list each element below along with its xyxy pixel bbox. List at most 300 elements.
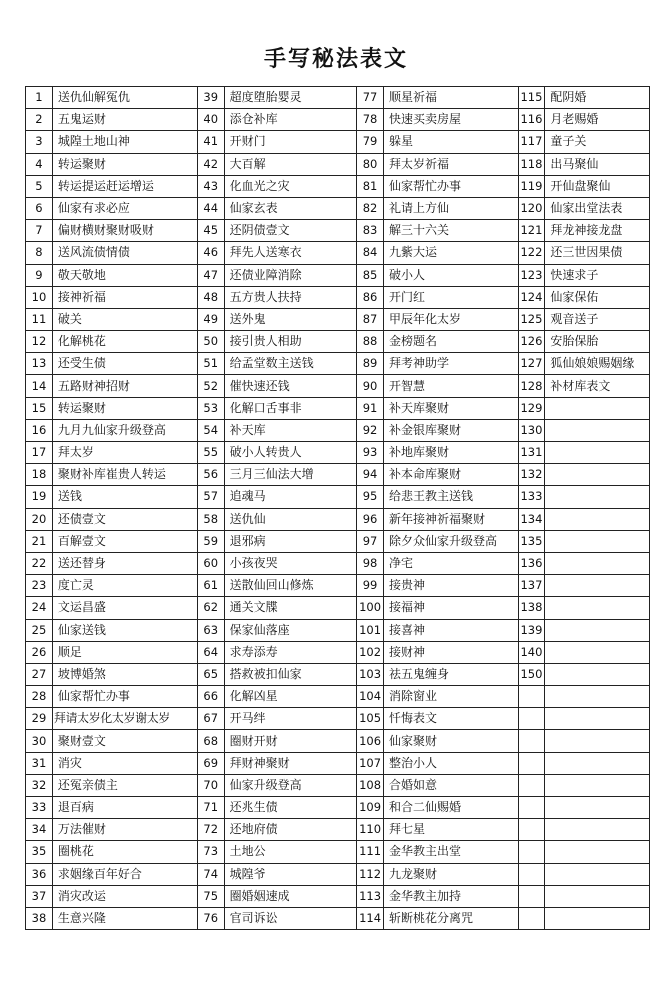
- item-title: 转运聚财: [52, 397, 197, 419]
- item-number: 103: [357, 663, 384, 685]
- item-number: 64: [197, 641, 224, 663]
- item-title: 观音送子: [545, 308, 650, 330]
- item-title: [545, 530, 650, 552]
- table-row: [26, 797, 650, 819]
- item-title: 安胎保胎: [545, 331, 650, 353]
- item-number: 104: [357, 686, 384, 708]
- item-title: 万法催财: [52, 819, 197, 841]
- item-title: 聚财壹文: [52, 730, 197, 752]
- item-number: 53: [197, 397, 224, 419]
- item-title: 接神祈福: [52, 286, 197, 308]
- item-number: 100: [357, 597, 384, 619]
- item-number: 41: [197, 131, 224, 153]
- item-title: 快速求子: [545, 264, 650, 286]
- item-number: 59: [197, 530, 224, 552]
- item-title: 开财门: [224, 131, 356, 153]
- item-title: 化解凶星: [224, 686, 356, 708]
- item-number: 2: [26, 109, 53, 131]
- table-row: [26, 242, 650, 264]
- item-title: 搭救被扣仙家: [224, 663, 356, 685]
- item-title: 仙家升级登高: [224, 774, 356, 796]
- item-number: 113: [357, 885, 384, 907]
- item-title: 化血光之灾: [224, 175, 356, 197]
- item-title: [545, 575, 650, 597]
- item-title: 九紫大运: [384, 242, 519, 264]
- item-number: 13: [26, 353, 53, 375]
- item-number: 18: [26, 464, 53, 486]
- item-title: 小孩夜哭: [224, 552, 356, 574]
- item-title: 送散仙回山修炼: [224, 575, 356, 597]
- item-number: 40: [197, 109, 224, 131]
- item-title: [545, 419, 650, 441]
- table-row: [26, 686, 650, 708]
- item-title: [545, 907, 650, 929]
- item-number: 120: [518, 197, 545, 219]
- table-row: [26, 486, 650, 508]
- item-title: [545, 885, 650, 907]
- item-number: 4: [26, 153, 53, 175]
- item-number: 139: [518, 619, 545, 641]
- item-title: 忏悔表文: [384, 708, 519, 730]
- item-number: 70: [197, 774, 224, 796]
- item-number: 73: [197, 841, 224, 863]
- item-number: 48: [197, 286, 224, 308]
- item-number: 137: [518, 575, 545, 597]
- table-row: [26, 175, 650, 197]
- item-number: 65: [197, 663, 224, 685]
- item-number: 32: [26, 774, 53, 796]
- item-number: 112: [357, 863, 384, 885]
- item-title: 补金银库聚财: [384, 419, 519, 441]
- item-title: 祛五鬼缠身: [384, 663, 519, 685]
- item-number: 124: [518, 286, 545, 308]
- item-number: 24: [26, 597, 53, 619]
- item-number: 97: [357, 530, 384, 552]
- table-row: [26, 885, 650, 907]
- item-number: 50: [197, 331, 224, 353]
- item-title: 圈桃花: [52, 841, 197, 863]
- table-row: [26, 131, 650, 153]
- item-title: 整治小人: [384, 752, 519, 774]
- item-number: 108: [357, 774, 384, 796]
- item-title: [545, 552, 650, 574]
- table-row: [26, 730, 650, 752]
- table-body: [26, 87, 650, 930]
- item-title: 新年接神祈福聚财: [384, 508, 519, 530]
- item-number: 126: [518, 331, 545, 353]
- item-number: 16: [26, 419, 53, 441]
- item-title: 三月三仙法大增: [224, 464, 356, 486]
- item-title: 给悲王教主送钱: [384, 486, 519, 508]
- table-row: [26, 264, 650, 286]
- table-row: [26, 597, 650, 619]
- item-number: 129: [518, 397, 545, 419]
- item-number: 46: [197, 242, 224, 264]
- item-number: 36: [26, 863, 53, 885]
- item-title: 生意兴隆: [52, 907, 197, 929]
- table-row: [26, 708, 650, 730]
- item-title: 九月九仙家升级登高: [52, 419, 197, 441]
- item-number: 77: [357, 87, 384, 109]
- item-title: 仙家有求必应: [52, 197, 197, 219]
- item-title: 圈婚姻速成: [224, 885, 356, 907]
- item-title: 百解壹文: [52, 530, 197, 552]
- item-title: 坡博婚煞: [52, 663, 197, 685]
- item-title: [545, 619, 650, 641]
- item-number: 140: [518, 641, 545, 663]
- item-title: 转运聚财: [52, 153, 197, 175]
- item-title: 合婚如意: [384, 774, 519, 796]
- item-title: 送钱: [52, 486, 197, 508]
- item-title: [545, 819, 650, 841]
- item-title: 破关: [52, 308, 197, 330]
- table-row: [26, 464, 650, 486]
- item-number: 31: [26, 752, 53, 774]
- item-title: 开智慧: [384, 375, 519, 397]
- page-title: 手写秘法表文: [263, 46, 408, 72]
- item-number: 102: [357, 641, 384, 663]
- item-number: 28: [26, 686, 53, 708]
- item-number: [518, 863, 545, 885]
- item-number: [518, 841, 545, 863]
- item-title: 偏财横财聚财吸财: [52, 220, 197, 242]
- item-number: 111: [357, 841, 384, 863]
- item-number: 8: [26, 242, 53, 264]
- item-title: 仙家帮忙办事: [384, 175, 519, 197]
- item-number: 60: [197, 552, 224, 574]
- item-number: 74: [197, 863, 224, 885]
- item-number: 84: [357, 242, 384, 264]
- item-title: 通关文牒: [224, 597, 356, 619]
- item-number: 27: [26, 663, 53, 685]
- item-number: 119: [518, 175, 545, 197]
- item-number: 11: [26, 308, 53, 330]
- item-number: [518, 907, 545, 929]
- item-number: 35: [26, 841, 53, 863]
- item-title: 甲辰年化太岁: [384, 308, 519, 330]
- item-number: 110: [357, 819, 384, 841]
- table-row: [26, 552, 650, 574]
- item-title: 仙家保佑: [545, 286, 650, 308]
- table-row: [26, 774, 650, 796]
- item-number: 1: [26, 87, 53, 109]
- table-row: [26, 353, 650, 375]
- item-number: 22: [26, 552, 53, 574]
- table-row: [26, 863, 650, 885]
- item-title: 拜龙神接龙盘: [545, 220, 650, 242]
- item-title: 送仇仙: [224, 508, 356, 530]
- item-title: [545, 708, 650, 730]
- item-number: 3: [26, 131, 53, 153]
- item-title: 拜太岁: [52, 442, 197, 464]
- item-title: 仙家出堂法表: [545, 197, 650, 219]
- item-title: 城隍爷: [224, 863, 356, 885]
- table-row: [26, 153, 650, 175]
- item-title: [545, 863, 650, 885]
- item-number: 47: [197, 264, 224, 286]
- item-title: 消灾: [52, 752, 197, 774]
- item-title: 五方贵人扶持: [224, 286, 356, 308]
- item-number: 150: [518, 663, 545, 685]
- item-title: 开仙盘聚仙: [545, 175, 650, 197]
- item-number: 61: [197, 575, 224, 597]
- table-row: [26, 308, 650, 330]
- item-number: 68: [197, 730, 224, 752]
- item-title: 送还替身: [52, 552, 197, 574]
- item-number: 42: [197, 153, 224, 175]
- item-title: 接贵神: [384, 575, 519, 597]
- item-title: 送仇仙解冤仇: [52, 87, 197, 109]
- item-number: 85: [357, 264, 384, 286]
- item-number: 25: [26, 619, 53, 641]
- item-title: 五路财神招财: [52, 375, 197, 397]
- item-number: 117: [518, 131, 545, 153]
- item-title: 消除窗业: [384, 686, 519, 708]
- item-title: 接引贵人相助: [224, 331, 356, 353]
- item-title: [545, 663, 650, 685]
- item-number: 133: [518, 486, 545, 508]
- table-row: [26, 109, 650, 131]
- item-title: 聚财补库崔贵人转运: [52, 464, 197, 486]
- item-number: 17: [26, 442, 53, 464]
- item-number: 43: [197, 175, 224, 197]
- item-number: 91: [357, 397, 384, 419]
- table-row: [26, 419, 650, 441]
- item-number: 105: [357, 708, 384, 730]
- item-title: 顺星祈福: [384, 87, 519, 109]
- table-row: [26, 375, 650, 397]
- item-number: 38: [26, 907, 53, 929]
- item-title: 躲星: [384, 131, 519, 153]
- item-number: 87: [357, 308, 384, 330]
- item-number: [518, 819, 545, 841]
- item-title: 给孟堂数主送钱: [224, 353, 356, 375]
- item-number: 34: [26, 819, 53, 841]
- item-number: 86: [357, 286, 384, 308]
- item-title: 圈财开财: [224, 730, 356, 752]
- item-title: [545, 686, 650, 708]
- item-title: 净宅: [384, 552, 519, 574]
- item-title: [545, 464, 650, 486]
- item-number: 96: [357, 508, 384, 530]
- item-number: 81: [357, 175, 384, 197]
- item-title: 破小人转贵人: [224, 442, 356, 464]
- table-row: [26, 641, 650, 663]
- item-title: 快速买卖房屋: [384, 109, 519, 131]
- table-row: [26, 752, 650, 774]
- item-number: 49: [197, 308, 224, 330]
- item-number: 9: [26, 264, 53, 286]
- item-title: 童子关: [545, 131, 650, 153]
- item-number: 37: [26, 885, 53, 907]
- item-title: 催快速还钱: [224, 375, 356, 397]
- item-title: 顺足: [52, 641, 197, 663]
- item-number: 93: [357, 442, 384, 464]
- item-title: 添仓补库: [224, 109, 356, 131]
- table-row: [26, 819, 650, 841]
- item-title: 除夕众仙家升级登高: [384, 530, 519, 552]
- item-title: [545, 597, 650, 619]
- item-title: 退邪病: [224, 530, 356, 552]
- item-number: 57: [197, 486, 224, 508]
- item-title: 开门红: [384, 286, 519, 308]
- services-table: [25, 86, 650, 930]
- table-row: [26, 87, 650, 109]
- item-number: [518, 885, 545, 907]
- item-number: 75: [197, 885, 224, 907]
- item-number: 56: [197, 464, 224, 486]
- item-number: 78: [357, 109, 384, 131]
- item-title: 退百病: [52, 797, 197, 819]
- item-title: [545, 797, 650, 819]
- item-number: 26: [26, 641, 53, 663]
- item-number: 130: [518, 419, 545, 441]
- item-title: 接喜神: [384, 619, 519, 641]
- item-title: 仙家聚财: [384, 730, 519, 752]
- item-number: 90: [357, 375, 384, 397]
- item-number: 29: [26, 708, 53, 730]
- item-title: 拜七星: [384, 819, 519, 841]
- item-number: 52: [197, 375, 224, 397]
- item-title: 接福神: [384, 597, 519, 619]
- item-number: 23: [26, 575, 53, 597]
- item-number: 21: [26, 530, 53, 552]
- item-title: 仙家帮忙办事: [52, 686, 197, 708]
- item-number: 115: [518, 87, 545, 109]
- item-number: 131: [518, 442, 545, 464]
- item-number: 45: [197, 220, 224, 242]
- item-number: 15: [26, 397, 53, 419]
- item-title: 化解桃花: [52, 331, 197, 353]
- item-title: 拜考神助学: [384, 353, 519, 375]
- item-number: 123: [518, 264, 545, 286]
- item-title: 接财神: [384, 641, 519, 663]
- item-number: 54: [197, 419, 224, 441]
- item-title: 拜太岁祈福: [384, 153, 519, 175]
- item-title: 追魂马: [224, 486, 356, 508]
- table-row: [26, 331, 650, 353]
- table-row: [26, 397, 650, 419]
- item-title: 还债业障消除: [224, 264, 356, 286]
- item-number: 107: [357, 752, 384, 774]
- item-number: 128: [518, 375, 545, 397]
- item-number: 134: [518, 508, 545, 530]
- item-number: 83: [357, 220, 384, 242]
- item-number: 58: [197, 508, 224, 530]
- item-title: 度亡灵: [52, 575, 197, 597]
- item-number: 76: [197, 907, 224, 929]
- item-number: 79: [357, 131, 384, 153]
- item-number: 71: [197, 797, 224, 819]
- table-row: [26, 286, 650, 308]
- item-title: 还阴债壹文: [224, 220, 356, 242]
- item-number: 66: [197, 686, 224, 708]
- item-title: 补本命库聚财: [384, 464, 519, 486]
- item-title: [545, 486, 650, 508]
- item-title: 大百解: [224, 153, 356, 175]
- item-number: 14: [26, 375, 53, 397]
- item-title: 超度堕胎婴灵: [224, 87, 356, 109]
- item-number: 98: [357, 552, 384, 574]
- item-title: 土地公: [224, 841, 356, 863]
- item-number: 89: [357, 353, 384, 375]
- table-row: [26, 663, 650, 685]
- item-number: 62: [197, 597, 224, 619]
- item-number: 106: [357, 730, 384, 752]
- item-number: 109: [357, 797, 384, 819]
- item-number: 121: [518, 220, 545, 242]
- table-row: [26, 841, 650, 863]
- item-title: 还冤亲债主: [52, 774, 197, 796]
- item-number: 30: [26, 730, 53, 752]
- item-number: 82: [357, 197, 384, 219]
- table-row: [26, 442, 650, 464]
- item-title: 金华教主加持: [384, 885, 519, 907]
- item-number: [518, 686, 545, 708]
- item-title: 五鬼运财: [52, 109, 197, 131]
- item-title: 还债壹文: [52, 508, 197, 530]
- item-number: [518, 752, 545, 774]
- table-row: [26, 508, 650, 530]
- item-number: [518, 797, 545, 819]
- item-title: 配阴婚: [545, 87, 650, 109]
- item-title: 斩断桃花分离咒: [384, 907, 519, 929]
- item-title: 破小人: [384, 264, 519, 286]
- item-number: 19: [26, 486, 53, 508]
- item-title: 拜请太岁化太岁谢太岁: [52, 708, 197, 730]
- item-number: 138: [518, 597, 545, 619]
- item-title: [545, 841, 650, 863]
- item-title: 还受生债: [52, 353, 197, 375]
- table-row: [26, 619, 650, 641]
- item-number: 51: [197, 353, 224, 375]
- item-title: 仙家送钱: [52, 619, 197, 641]
- item-title: 金华教主出堂: [384, 841, 519, 863]
- item-number: 39: [197, 87, 224, 109]
- item-title: 仙家玄表: [224, 197, 356, 219]
- item-title: 九龙聚财: [384, 863, 519, 885]
- item-number: 95: [357, 486, 384, 508]
- item-number: 122: [518, 242, 545, 264]
- item-title: [545, 397, 650, 419]
- item-number: 7: [26, 220, 53, 242]
- table-row: [26, 220, 650, 242]
- item-title: 敬天敬地: [52, 264, 197, 286]
- item-number: 114: [357, 907, 384, 929]
- table-row: [26, 197, 650, 219]
- table-row: [26, 575, 650, 597]
- item-title: 拜财神聚财: [224, 752, 356, 774]
- item-number: 118: [518, 153, 545, 175]
- item-number: 132: [518, 464, 545, 486]
- item-title: 城隍土地山神: [52, 131, 197, 153]
- item-number: 92: [357, 419, 384, 441]
- item-title: 消灾改运: [52, 885, 197, 907]
- item-title: 狐仙娘娘赐姻缘: [545, 353, 650, 375]
- item-title: 送外鬼: [224, 308, 356, 330]
- item-number: 12: [26, 331, 53, 353]
- item-title: [545, 442, 650, 464]
- item-number: [518, 708, 545, 730]
- item-number: 116: [518, 109, 545, 131]
- item-title: 求寿添寿: [224, 641, 356, 663]
- item-title: 开马绊: [224, 708, 356, 730]
- item-number: 125: [518, 308, 545, 330]
- item-title: 礼请上方仙: [384, 197, 519, 219]
- item-title: 还三世因果债: [545, 242, 650, 264]
- item-title: 转运提运赶运增运: [52, 175, 197, 197]
- item-number: 44: [197, 197, 224, 219]
